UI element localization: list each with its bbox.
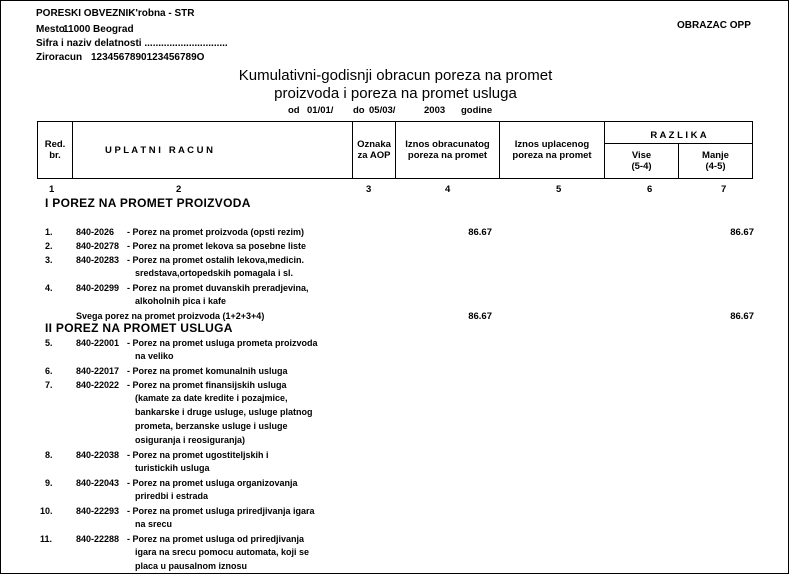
row-number: 7. <box>45 380 53 390</box>
row-description-cont: placa u pausalnom iznosu <box>135 561 248 571</box>
period-year-label: godine <box>461 105 493 116</box>
place-label: Mesto <box>36 24 65 35</box>
column-number: 5 <box>556 184 562 195</box>
row-description-cont: alkoholnih pica i kafe <box>135 296 227 306</box>
form-code: OBRAZAC OPP <box>677 20 751 31</box>
row-account: 840-22001 <box>76 338 120 348</box>
row-description-cont: bankarske i druge usluge, usluge platnog <box>135 407 313 417</box>
row-calculated-amount: 86.67 <box>468 227 492 238</box>
account-value: 1234567890123456789O <box>91 52 205 63</box>
column-number: 7 <box>721 184 727 195</box>
row-number: 3. <box>45 255 53 265</box>
col-header-rednum <box>38 122 73 179</box>
section-1-total-less: 86.67 <box>730 311 754 322</box>
period-to-label: do <box>353 105 365 116</box>
row-number: 11. <box>40 534 53 544</box>
row-description: - Porez na promet usluga priredjivanja igara <box>127 506 315 516</box>
row-description: - Porez na promet usluga prometa proizvoda <box>127 338 318 348</box>
row-description: - Porez na promet usluga organizovanja <box>127 478 298 488</box>
col4-line1: Iznos obracunatog <box>405 139 490 150</box>
row-description: - Porez na promet usluga od priredjivanja <box>127 534 305 544</box>
col-header-more <box>605 144 679 179</box>
period-from-value: 01/01/ <box>307 105 334 116</box>
row-description-cont: osiguranja i reosiguranja) <box>135 435 246 445</box>
column-number: 6 <box>647 184 653 195</box>
section-2-title: II POREZ NA PROMET USLUGA <box>45 321 233 335</box>
row-description-cont: sredstava,ortopedskih pomagala i sl. <box>135 268 294 278</box>
row-number: 1. <box>45 227 53 237</box>
row-account: 840-20278 <box>76 241 120 251</box>
column-number: 4 <box>445 184 451 195</box>
col2-label: U P L A T N I R A C U N <box>105 144 214 156</box>
taxpayer-name: PORESKI OBVEZNIK'robna - STR <box>36 8 195 19</box>
section-1-total-calculated: 86.67 <box>468 311 492 322</box>
col-header-paid <box>500 122 605 179</box>
section-1-total-label: Svega porez na promet proizvoda (1+2+3+4) <box>76 311 265 321</box>
row-description: - Porez na promet duvanskih preradjevina, <box>127 283 309 293</box>
col7-line1: Manje <box>702 150 729 161</box>
period-year: 2003 <box>424 105 446 116</box>
col7-line2: (4-5) <box>705 161 726 172</box>
col-header-account <box>73 122 353 179</box>
row-account: 840-20283 <box>76 255 120 265</box>
row-description: - Porez na promet ostalih lekova,medicin. <box>127 255 305 265</box>
title-line-2: proizvoda i poreza na promet usluga <box>274 85 517 102</box>
col-header-less <box>679 144 753 179</box>
row-less-amount: 86.67 <box>730 227 754 238</box>
row-description-cont: na veliko <box>135 351 174 361</box>
col1-line2: br. <box>49 150 61 161</box>
column-number: 2 <box>176 184 182 195</box>
row-description-cont: turistickih usluga <box>135 463 210 473</box>
row-description-cont: (kamate za date kredite i pozajmice, <box>135 393 288 403</box>
row-description: - Porez na promet finansijskih usluga <box>127 380 287 390</box>
row-account: 840-22022 <box>76 380 120 390</box>
col6-line2: (5-4) <box>631 161 652 172</box>
row-number: 9. <box>45 478 53 488</box>
row-description: - Porez na promet proizvoda (opsti rezim) <box>127 227 305 237</box>
header-table <box>37 121 753 179</box>
row-account: 840-20299 <box>76 283 120 293</box>
row-number: 2. <box>45 241 53 251</box>
title-line-1: Kumulativni-godisnji obracun poreza na promet <box>238 67 553 84</box>
row-account: 840-2026 <box>76 227 115 237</box>
account-label: Ziroracun <box>36 52 83 63</box>
row-account: 840-22043 <box>76 478 120 488</box>
period-to-value: 05/03/ <box>369 105 396 116</box>
row-number: 6. <box>45 366 53 376</box>
row-number: 5. <box>45 338 53 348</box>
activity-line: Sifra i naziv delatnosti .............................. <box>36 38 228 49</box>
row-description-cont: na srecu <box>135 519 173 529</box>
row-account: 840-22293 <box>76 506 120 516</box>
row-description-cont: priredbi i estrada <box>135 491 209 501</box>
col5-line2: poreza na promet <box>512 150 592 161</box>
row-account: 840-22288 <box>76 534 120 544</box>
col6-line1: Vise <box>631 150 652 161</box>
col-header-difference <box>605 122 753 144</box>
col5-line1: Iznos uplacenog <box>514 139 590 150</box>
place-value: 11000 Beograd <box>63 24 134 35</box>
row-description-cont: igara na srecu pomocu automata, koji se <box>135 547 310 557</box>
row-number: 4. <box>45 283 53 293</box>
row-number: 10. <box>40 506 53 516</box>
col-header-calculated <box>396 122 500 179</box>
row-description: - Porez na promet komunalnih usluga <box>127 366 288 376</box>
col1-line1: Red. <box>44 139 66 150</box>
column-number: 3 <box>366 184 372 195</box>
section-1-title: I POREZ NA PROMET PROIZVODA <box>45 196 251 210</box>
row-description: - Porez na promet ugostiteljskih i <box>127 450 269 460</box>
row-description: - Porez na promet lekova sa posebne liste <box>127 241 307 251</box>
period-from-label: od <box>288 105 300 116</box>
row-description-cont: prometa, berzanske usluge i usluge <box>135 421 288 431</box>
diff-label: R A Z L I K A <box>650 130 707 141</box>
col3-line1: Oznaka <box>357 139 391 150</box>
row-account: 840-22017 <box>76 366 120 376</box>
column-number: 1 <box>49 184 55 195</box>
row-account: 840-22038 <box>76 450 120 460</box>
col-header-aop <box>353 122 396 179</box>
col4-line2: poreza na promet <box>407 150 488 161</box>
col3-line2: za AOP <box>357 150 391 161</box>
row-number: 8. <box>45 450 53 460</box>
